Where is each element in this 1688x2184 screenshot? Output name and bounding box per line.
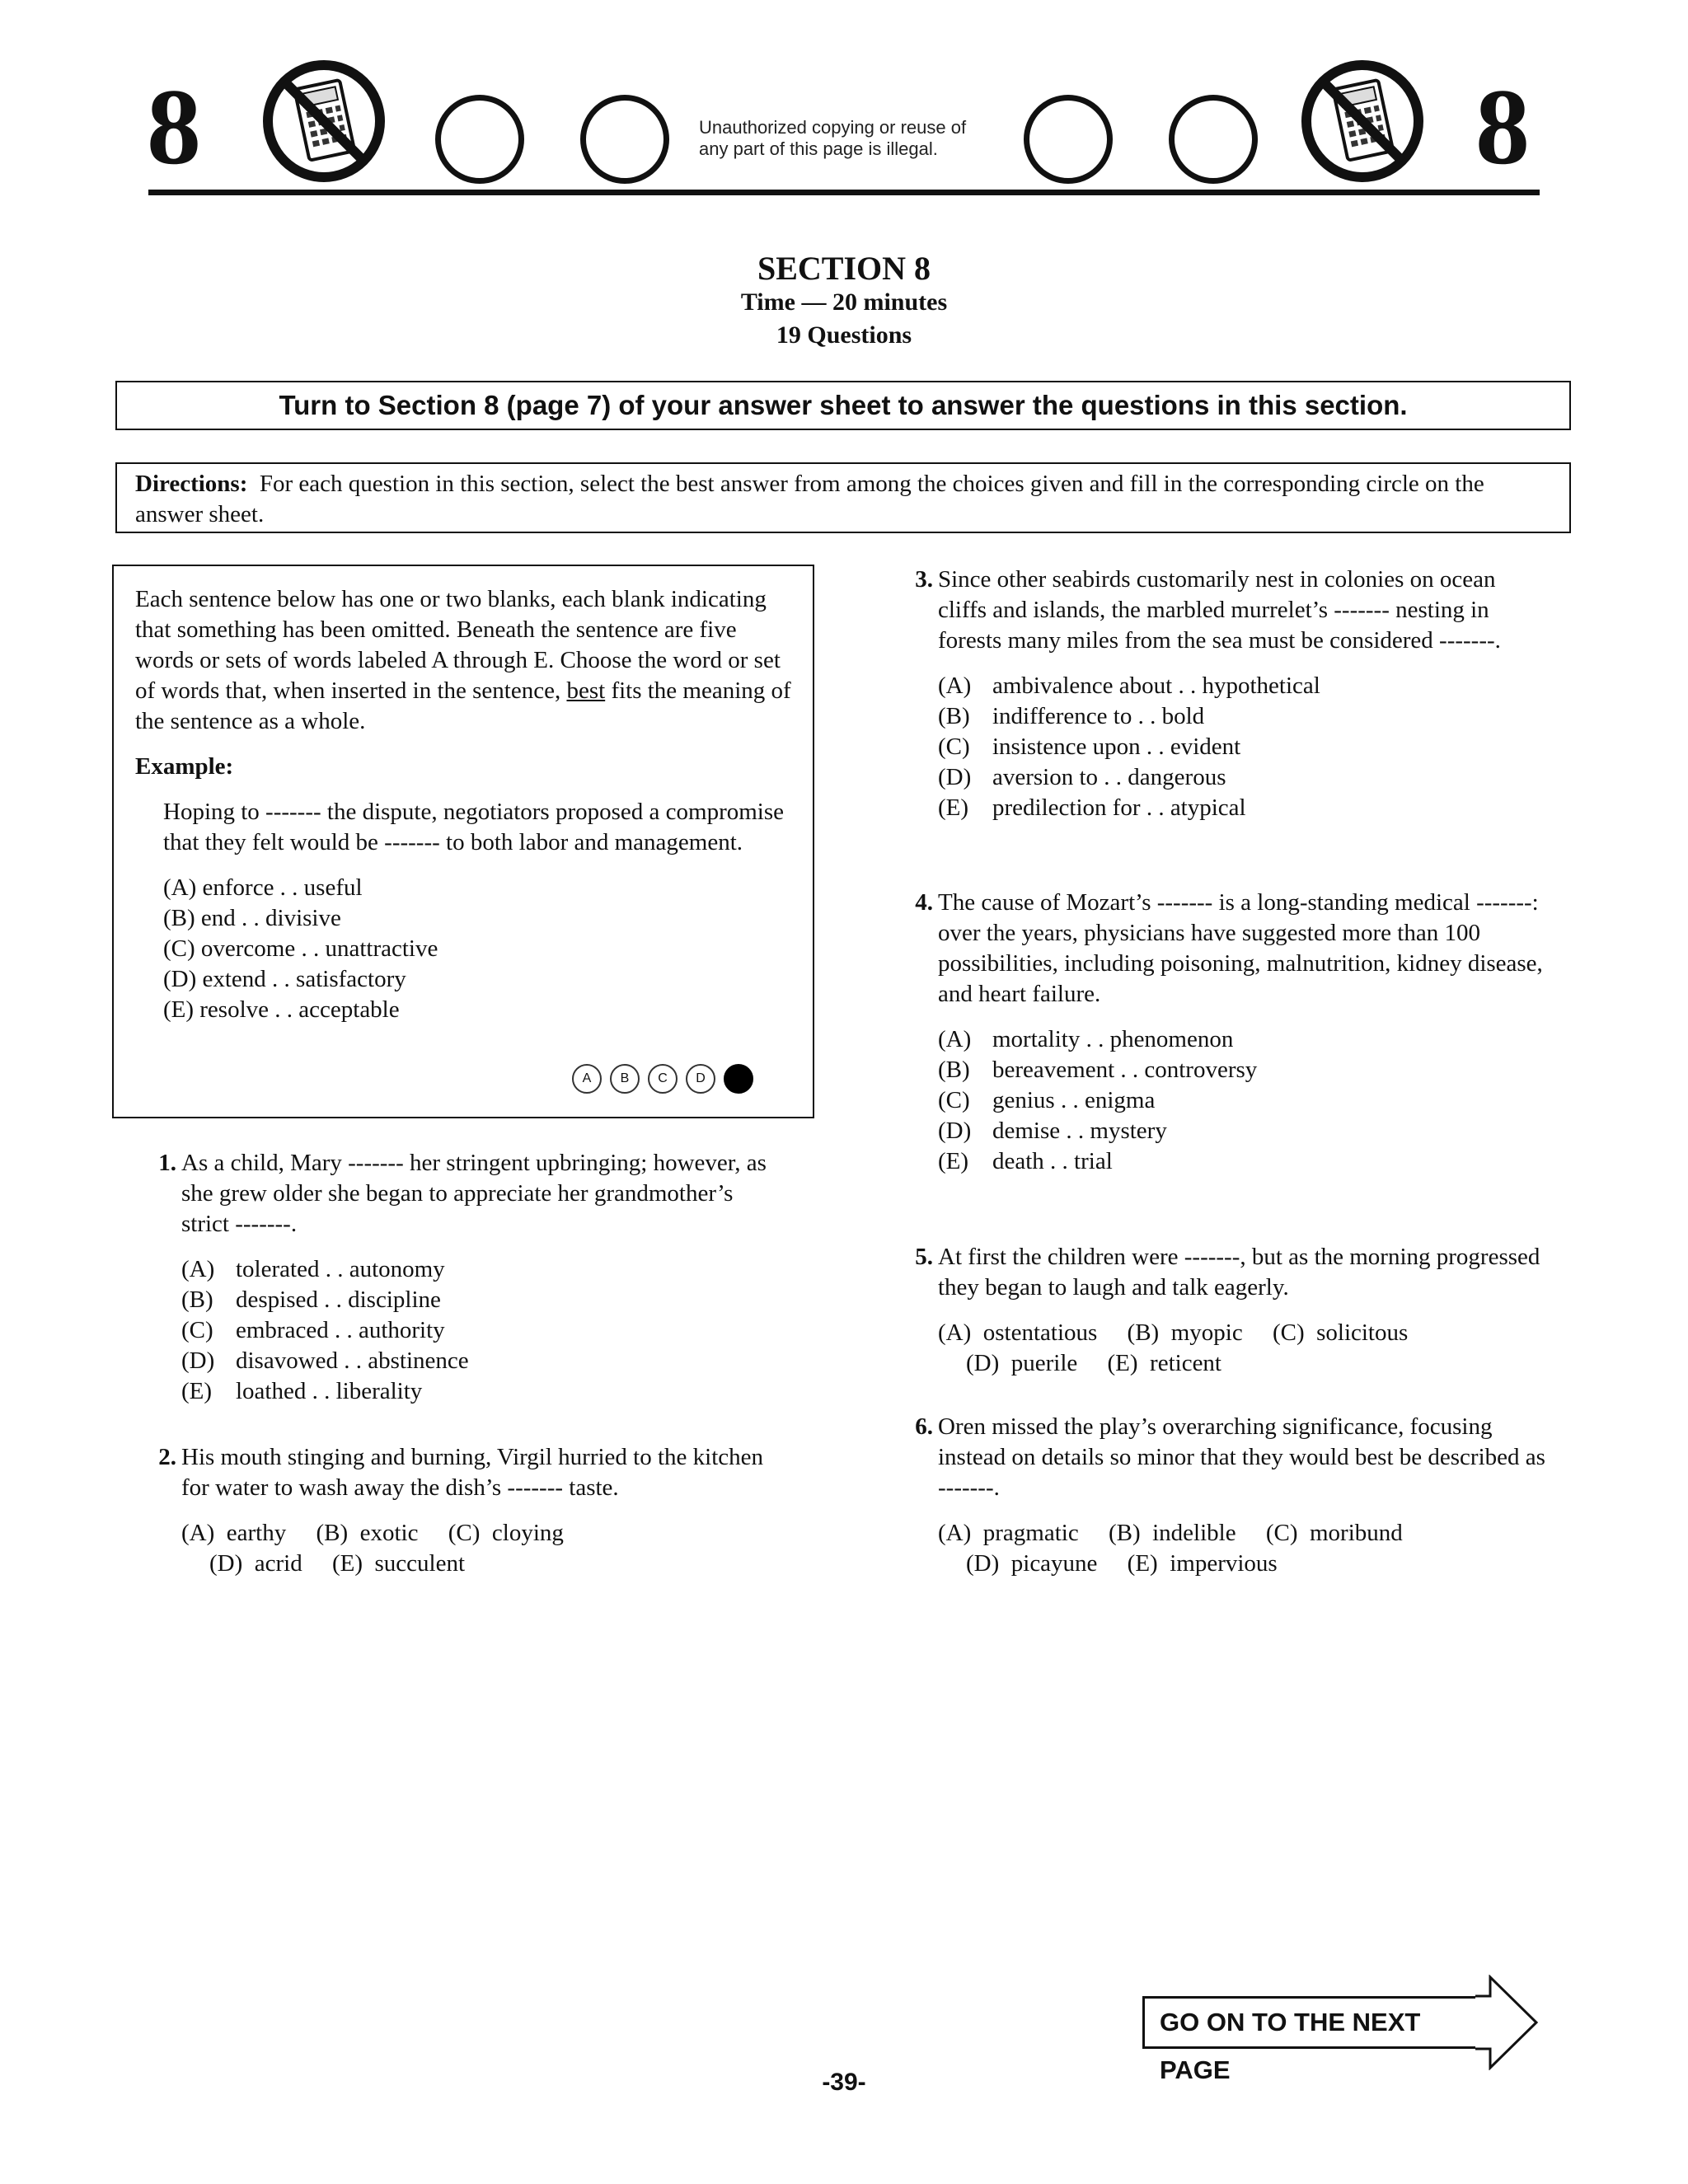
instructions-text: Each sentence below has one or two blanks, each blank indicating that something has been omitted. Beneath the sentence are five words or sets of words labeled A through E. Choose the word or set of words that, when inserted in the sentence, best fits the meaning of the sentence as a whole.	[135, 586, 791, 734]
header-divider	[148, 190, 1540, 195]
choice-d[interactable]: (D) aversion to . . dangerous	[938, 764, 1226, 790]
choice-a[interactable]: (A) ambivalence about . . hypothetical	[938, 673, 1320, 699]
question-1	[158, 1148, 783, 1407]
page-number: -39-	[822, 2069, 866, 2096]
question-choices	[938, 1518, 1548, 1579]
section-question-count: 19 Questions	[776, 321, 912, 349]
question-number: 1.	[158, 1150, 176, 1176]
instructions-box	[112, 565, 814, 1118]
choice-e[interactable]: (E) predilection for . . atypical	[938, 794, 1246, 821]
question-2	[158, 1442, 783, 1579]
question-stem: At first the children were -------, but as the morning progressed they began to laugh and talk eagerly.	[938, 1244, 1540, 1301]
question-3	[915, 565, 1548, 823]
question-stem: Oren missed the play’s overarching significance, focusing instead on details so minor that they would best be described as -------.	[938, 1413, 1545, 1501]
question-6	[915, 1412, 1548, 1579]
answer-bubble-a: A	[572, 1064, 602, 1094]
section-time: Time — 20 minutes	[740, 288, 948, 316]
next-page-button[interactable]: GO ON TO THE NEXT PAGE	[1142, 1996, 1489, 2049]
example-sentence: Hoping to ------- the dispute, negotiators proposed a compromise that they felt would be ------- to both labor and management.	[163, 799, 785, 855]
decorative-circle-2	[580, 95, 669, 184]
choice-a[interactable]: (A) mortality . . phenomenon	[938, 1026, 1234, 1052]
section-title: SECTION 8	[757, 250, 931, 287]
choice-b[interactable]: (B) despised . . discipline	[181, 1286, 441, 1313]
answer-sheet-instruction: Turn to Section 8 (page 7) of your answer sheet to answer the questions in this section.	[115, 381, 1571, 430]
question-number: 6.	[915, 1413, 933, 1440]
question-stem: As a child, Mary ------- her stringent upbringing; however, as she grew older she began to appreciate her grandmother’s strict -------.	[181, 1150, 767, 1237]
no-calculator-icon	[262, 59, 386, 183]
choice-b[interactable]: (B) bereavement . . controversy	[938, 1057, 1258, 1083]
question-stem: The cause of Mozart’s ------- is a long-standing medical -------: over the years, physicians have suggested more than 100 possibilities, including poisoning, malnutrition, kidney disease, and heart failure.	[938, 889, 1543, 1007]
question-choices	[938, 671, 1548, 823]
choice-e[interactable]: (E) death . . trial	[938, 1148, 1113, 1174]
question-stem: Since other seabirds customarily nest in colonies on ocean cliffs and islands, the marbled murrelet’s ------- nesting in forests many miles from the sea must be considered -------.	[938, 566, 1501, 654]
directions-box	[115, 462, 1571, 533]
question-choices	[181, 1518, 783, 1579]
copyright-notice: Unauthorized copying or reuse of any part of this page is illegal.	[699, 117, 967, 159]
choices-row-1[interactable]: (A) pragmatic (B) indelible (C) moribund	[938, 1520, 1403, 1546]
answer-bubble-e-filled	[724, 1064, 753, 1094]
choice-b[interactable]: (B) indifference to . . bold	[938, 703, 1205, 729]
example-choice: (A) enforce . . useful	[163, 874, 363, 901]
section-number-right: 8	[1475, 66, 1530, 187]
choices-row-2[interactable]: (D) puerile (E) reticent	[966, 1350, 1221, 1376]
choices-row-2[interactable]: (D) picayune (E) impervious	[966, 1550, 1278, 1577]
choice-a[interactable]: (A) tolerated . . autonomy	[181, 1256, 445, 1282]
section-number-left: 8	[147, 66, 201, 187]
choices-row-1[interactable]: (A) earthy (B) exotic (C) cloying	[181, 1520, 564, 1546]
choice-d[interactable]: (D) demise . . mystery	[938, 1118, 1167, 1144]
decorative-circle-3	[1024, 95, 1113, 184]
choice-c[interactable]: (C) genius . . enigma	[938, 1087, 1156, 1113]
question-choices	[181, 1254, 783, 1407]
choice-e[interactable]: (E) loathed . . liberality	[181, 1378, 423, 1404]
answer-bubbles	[572, 1064, 753, 1094]
choice-d[interactable]: (D) disavowed . . abstinence	[181, 1347, 469, 1374]
example-choice: (D) extend . . satisfactory	[163, 966, 406, 992]
question-number: 3.	[915, 566, 933, 593]
decorative-circle-4	[1169, 95, 1258, 184]
answer-bubble-c: C	[648, 1064, 678, 1094]
directions-text: For each question in this section, select the best answer from among the choices given and fill in the corresponding circle on the answer sheet.	[135, 471, 1484, 527]
example-choice: (E) resolve . . acceptable	[163, 996, 400, 1023]
question-stem: His mouth stinging and burning, Virgil hurried to the kitchen for water to wash away the dish’s ------- taste.	[181, 1444, 764, 1501]
example-choice: (C) overcome . . unattractive	[163, 935, 438, 962]
example-label: Example:	[135, 753, 234, 780]
no-calculator-icon	[1301, 59, 1424, 183]
decorative-circle-1	[435, 95, 524, 184]
choices-row-1[interactable]: (A) ostentatious (B) myopic (C) solicitous	[938, 1319, 1409, 1346]
question-choices	[938, 1318, 1548, 1379]
next-arrow-icon	[1475, 1975, 1541, 2070]
answer-bubble-d: D	[686, 1064, 715, 1094]
question-4	[915, 888, 1548, 1177]
question-choices	[938, 1024, 1548, 1177]
directions-label: Directions:	[135, 471, 248, 497]
question-number: 2.	[158, 1444, 176, 1470]
choices-row-2[interactable]: (D) acrid (E) succulent	[209, 1550, 466, 1577]
example-choices	[163, 873, 791, 1025]
choice-c[interactable]: (C) embraced . . authority	[181, 1317, 445, 1343]
choice-c[interactable]: (C) insistence upon . . evident	[938, 733, 1241, 760]
question-number: 4.	[915, 889, 933, 916]
example-choice: (B) end . . divisive	[163, 905, 341, 931]
question-number: 5.	[915, 1244, 933, 1270]
question-5	[915, 1242, 1548, 1379]
answer-bubble-b: B	[610, 1064, 640, 1094]
